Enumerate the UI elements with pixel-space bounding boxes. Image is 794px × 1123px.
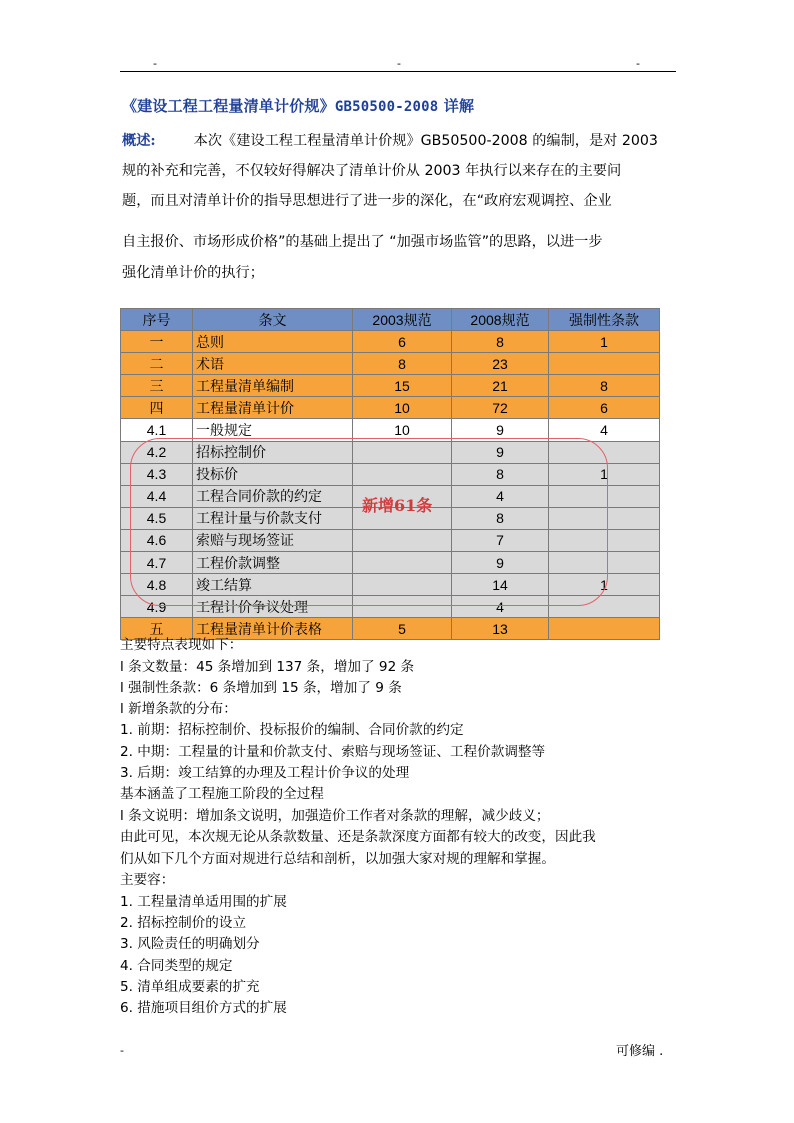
row-2003-count: [353, 529, 452, 551]
row-number: 4.6: [121, 529, 193, 551]
row-clause: 工程量清单计价: [193, 397, 353, 419]
row-2003-count: [353, 574, 452, 596]
header-2008: 2008规范: [452, 309, 549, 331]
row-clause: 工程计价争议处理: [193, 596, 353, 618]
body-line: 们从如下几个方面对规进行总结和剖析，以加强大家对规的理解和掌握。: [120, 851, 555, 867]
row-2008-count: 4: [452, 485, 549, 507]
row-mandatory-count: 4: [549, 419, 660, 441]
row-clause: 投标价: [193, 463, 353, 485]
row-2008-count: 14: [452, 574, 549, 596]
document-title: [122, 95, 474, 116]
row-mandatory-count: 8: [549, 375, 660, 397]
row-2003-count: 10: [353, 419, 452, 441]
row-number: 五: [121, 618, 193, 640]
row-2008-count: 8: [452, 507, 549, 529]
row-mandatory-count: [549, 441, 660, 463]
row-clause: 总则: [193, 331, 353, 353]
table-row: [121, 441, 660, 463]
row-2003-count: 5: [353, 618, 452, 640]
table-header-row: [121, 309, 660, 331]
body-line: 2. 中期：工程量的计量和价款支付、索赔与现场签证、工程价款调整等: [120, 744, 546, 760]
row-2003-count: [353, 552, 452, 574]
row-mandatory-count: [549, 353, 660, 375]
body-line: 4. 合同类型的规定: [120, 958, 233, 974]
table-row: [121, 529, 660, 551]
row-mandatory-count: 1: [549, 331, 660, 353]
intro-line-5: 强化清单计价的执行；: [122, 265, 264, 281]
body-line: 由此可见，本次规无论从条款数量、还是条款深度方面都有较大的改变，因此我: [120, 829, 596, 845]
title-code: GB50500-2008: [334, 99, 439, 115]
table-row: [121, 596, 660, 618]
body-line: 3. 后期：竣工结算的办理及工程计价争议的处理: [120, 765, 410, 781]
table-row: [121, 463, 660, 485]
row-number: 三: [121, 375, 193, 397]
table-row: [121, 331, 660, 353]
row-number: 4.7: [121, 552, 193, 574]
row-number: 二: [121, 353, 193, 375]
intro-line-2: 规的补充和完善，不仅较好得解决了清单计价从 2003 年执行以来存在的主要问: [122, 163, 622, 179]
header-clause: 条文: [193, 309, 353, 331]
row-2003-count: 10: [353, 397, 452, 419]
table-row: [121, 419, 660, 441]
body-line: l 条文说明：增加条文说明，加强造价工作者对条款的理解，减少歧义；: [120, 808, 550, 824]
row-2008-count: 8: [452, 463, 549, 485]
row-number: 4.1: [121, 419, 193, 441]
footer-mark: -: [120, 1044, 124, 1057]
overview-label: 概述:: [122, 133, 156, 149]
row-clause: 工程计量与价款支付: [193, 507, 353, 529]
row-clause: 工程价款调整: [193, 552, 353, 574]
row-mandatory-count: [549, 485, 660, 507]
intro-line-1: [122, 131, 682, 151]
intro-line-3: 题，而且对清单计价的指导思想进行了进一步的深化，在“政府宏观调控、企业: [122, 193, 612, 209]
row-2008-count: 13: [452, 618, 549, 640]
row-clause: 竣工结算: [193, 574, 353, 596]
body-line: 主要容：: [120, 872, 175, 888]
body-line: 6. 措施项目组价方式的扩展: [120, 1000, 287, 1016]
body-line: l 条文数量：45 条增加到 137 条，增加了 92 条: [120, 659, 415, 675]
row-number: 4.4: [121, 485, 193, 507]
row-number: 4.3: [121, 463, 193, 485]
body-line: 1. 前期：招标控制价、投标报价的编制、合同价款的约定: [120, 722, 464, 738]
header-mark-right: -: [636, 57, 640, 70]
row-mandatory-count: 6: [549, 397, 660, 419]
row-2008-count: 72: [452, 397, 549, 419]
row-clause: 招标控制价: [193, 441, 353, 463]
header-mandatory: 强制性条款: [549, 309, 660, 331]
body-line: 1. 工程量清单适用围的扩展: [120, 894, 287, 910]
row-2003-count: [353, 441, 452, 463]
title-suffix: 详解: [443, 97, 475, 115]
row-2003-count: [353, 596, 452, 618]
row-2003-count: [353, 463, 452, 485]
row-clause: 工程合同价款的约定: [193, 485, 353, 507]
header-rule: [120, 71, 676, 72]
body-line: l 强制性条款：6 条增加到 15 条，增加了 9 条: [120, 680, 402, 696]
title-main: 《建设工程工程量清单计价规》: [122, 97, 335, 115]
table-row: [121, 397, 660, 419]
table-row: [121, 574, 660, 596]
row-2008-count: 4: [452, 596, 549, 618]
row-2008-count: 7: [452, 529, 549, 551]
row-mandatory-count: 1: [549, 574, 660, 596]
intro-line-4: 自主报价、市场形成价格”的基础上提出了 “加强市场监管”的思路，以进一步: [122, 234, 603, 250]
body-line: 3. 风险责任的明确划分: [120, 936, 260, 952]
row-2008-count: 8: [452, 331, 549, 353]
body-line: l 新增条款的分布：: [120, 701, 237, 717]
row-2008-count: 21: [452, 375, 549, 397]
table-row: [121, 375, 660, 397]
row-number: 4.8: [121, 574, 193, 596]
row-clause: 工程量清单计价表格: [193, 618, 353, 640]
row-2003-count: 8: [353, 353, 452, 375]
row-mandatory-count: [549, 596, 660, 618]
row-clause: 术语: [193, 353, 353, 375]
body-line: 基本涵盖了工程施工阶段的全过程: [120, 786, 324, 802]
row-clause: 工程量清单编制: [193, 375, 353, 397]
table-row: [121, 552, 660, 574]
header-mark-center: -: [397, 57, 401, 70]
new-clauses-annotation: 新增61条: [362, 496, 433, 515]
row-2003-count: 15: [353, 375, 452, 397]
row-number: 4.5: [121, 507, 193, 529]
body-line: 主要特点表现如下：: [120, 637, 243, 653]
row-mandatory-count: 1: [549, 463, 660, 485]
row-clause: 一般规定: [193, 419, 353, 441]
row-2008-count: 9: [452, 441, 549, 463]
header-no: 序号: [121, 309, 193, 331]
footer-editable-note: 可修编 .: [616, 1044, 664, 1059]
row-number: 4.2: [121, 441, 193, 463]
row-mandatory-count: [549, 529, 660, 551]
row-mandatory-count: [549, 552, 660, 574]
row-mandatory-count: [549, 507, 660, 529]
body-line: 5. 清单组成要素的扩充: [120, 979, 260, 995]
header-mark-left: -: [153, 57, 157, 70]
body-line: 2. 招标控制价的设立: [120, 915, 247, 931]
row-number: 4.9: [121, 596, 193, 618]
table-row: [121, 353, 660, 375]
spec-comparison-table: [120, 308, 659, 637]
row-number: 一: [121, 331, 193, 353]
row-2008-count: 9: [452, 552, 549, 574]
row-number: 四: [121, 397, 193, 419]
row-2008-count: 23: [452, 353, 549, 375]
header-2003: 2003规范: [353, 309, 452, 331]
row-clause: 索赔与现场签证: [193, 529, 353, 551]
row-2003-count: 6: [353, 331, 452, 353]
intro-text-1: 本次《建设工程工程量清单计价规》GB50500-2008 的编制，是对 2003: [193, 133, 658, 149]
row-2008-count: 9: [452, 419, 549, 441]
